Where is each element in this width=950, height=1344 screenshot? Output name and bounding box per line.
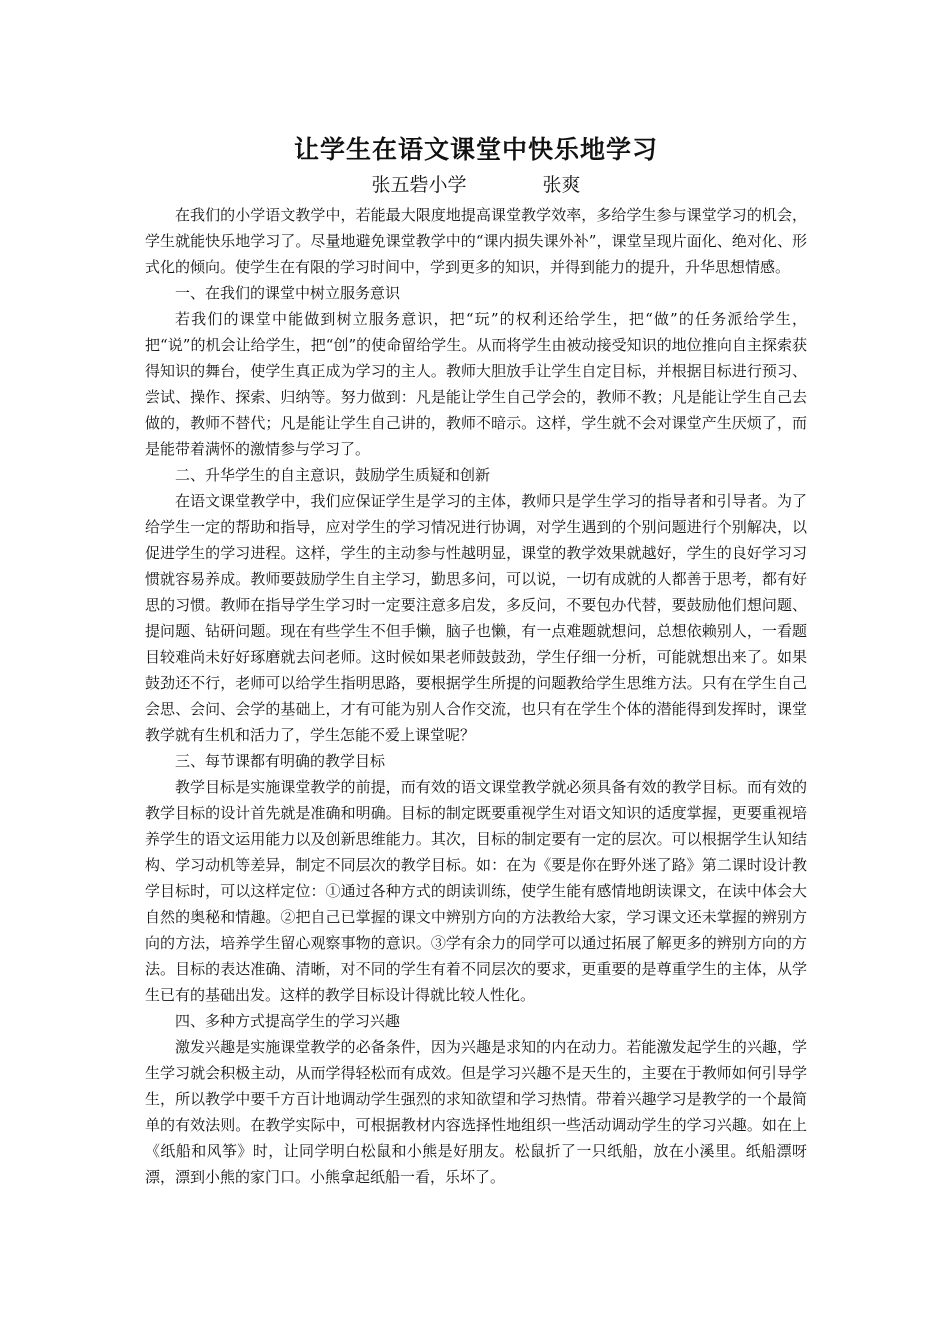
- author-school: 张五砦小学: [371, 174, 467, 196]
- section-heading-4: 四、多种方式提高学生的学习兴趣: [175, 1012, 401, 1030]
- article-body: [145, 202, 807, 1190]
- section-heading-3: 三、每节课都有明确的教学目标: [175, 752, 386, 770]
- page-title: 让学生在语文课堂中快乐地学习: [293, 135, 658, 164]
- document-page: [145, 130, 807, 1190]
- section-heading-2: 二、升华学生的自主意识，鼓励学生质疑和创新: [175, 466, 491, 484]
- body-paragraph-2: 在语文课堂教学中，我们应保证学生是学习的主体，教师只是学生学习的指导者和引导者。为了给学生一定的帮助和指导，应对学生的学习情况进行协调，对学生遇到的个别问题进行个别解决，以促进学生的学习进程。这样，学生的主动参与性越明显，课堂的教学效果就越好，学生的良好学习习惯就容易养成。教师要鼓励学生自主学习，勤思多问，可以说，一切有成就的人都善于思考，都有好思的习惯。教师在指导学生学习时一定要注意多启发，多反问，不要包办代替，要鼓励他们想问题、提问题、钻研问题。现在有些学生不但手懒，脑子也懒，有一点难题就想问，总想依赖别人，一看题目较难尚未好好琢磨就去问老师。这时候如果老师鼓鼓劲，学生仔细一分析，可能就想出来了。如果鼓劲还不行，老师可以给学生指明思路，要根据学生所提的问题教给学生思维方法。只有在学生自己会思、会问、会学的基础上，才有可能为别人合作交流，也只有在学生个体的潜能得到发挥时，课堂教学就有生机和活力了，学生怎能不爱上课堂呢？: [145, 492, 807, 744]
- body-paragraph-4: 激发兴趣是实施课堂教学的必备条件，因为兴趣是求知的内在动力。若能激发起学生的兴趣，学生学习就会积极主动，从而学得轻松而有成效。但是学习兴趣不是天生的，主要在于教师如何引导学生，所以教学中要千方百计地调动学生强烈的求知欲望和学习热情。带着兴趣学习是教学的一个最简单的有效法则。在教学实际中，可根据教材内容选择性地组织一些活动调动学生的学习兴趣。如在上《纸船和风筝》时，让同学明白松鼠和小熊是好朋友。松鼠折了一只纸船，放在小溪里。纸船漂呀漂，漂到小熊的家门口。小熊拿起纸船一看，乐坏了。: [145, 1038, 807, 1186]
- intro-paragraph: 在我们的小学语文教学中，若能最大限度地提高课堂教学效率，多给学生参与课堂学习的机会，学生就能快乐地学习了。尽量地避免课堂教学中的“课内损失课外补”，课堂呈现片面化、绝对化、形式化的倾向。使学生在有限的学习时间中，学到更多的知识，并得到能力的提升，升华思想情感。: [145, 206, 807, 276]
- body-paragraph-1: 若我们的课堂中能做到树立服务意识，把“玩”的权利还给学生，把“做”的任务派给学生，把“说”的机会让给学生，把“创”的使命留给学生。从而将学生由被动接受知识的地位推向自主探索获得知识的舞台，使学生真正成为学习的主人。教师大胆放手让学生自定目标，并根据目标进行预习、尝试、操作、探索、归纳等。努力做到：凡是能让学生自己学会的，教师不教；凡是能让学生自己去做的，教师不替代；凡是能让学生自己讲的，教师不暗示。这样，学生就不会对课堂产生厌烦了，而是能带着满怀的激情参与学习了。: [145, 310, 807, 458]
- byline: [145, 170, 807, 200]
- body-paragraph-3: 教学目标是实施课堂教学的前提，而有效的语文课堂教学就必须具备有效的教学目标。而有效的教学目标的设计首先就是准确和明确。目标的制定既要重视学生对语文知识的适度掌握，更要重视培养学生的语文运用能力以及创新思维能力。其次，目标的制定要有一定的层次。可以根据学生认知结构、学习动机等差异，制定不同层次的教学目标。如：在为《要是你在野外迷了路》第二课时设计教学目标时，可以这样定位：①通过各种方式的朗读训练，使学生能有感情地朗读课文，在读中体会大自然的奥秘和情趣。②把自己已掌握的课文中辨别方向的方法教给大家，学习课文还未掌握的辨别方向的方法，培养学生留心观察事物的意识。③学有余力的同学可以通过拓展了解更多的辨别方向的方法。目标的表达准确、清晰，对不同的学生有着不同层次的要求，更重要的是尊重学生的主体，从学生已有的基础出发。这样的教学目标设计得就比较人性化。: [145, 778, 807, 1004]
- author-name: 张爽: [542, 174, 581, 196]
- section-heading-1: 一、在我们的课堂中树立服务意识: [175, 284, 401, 302]
